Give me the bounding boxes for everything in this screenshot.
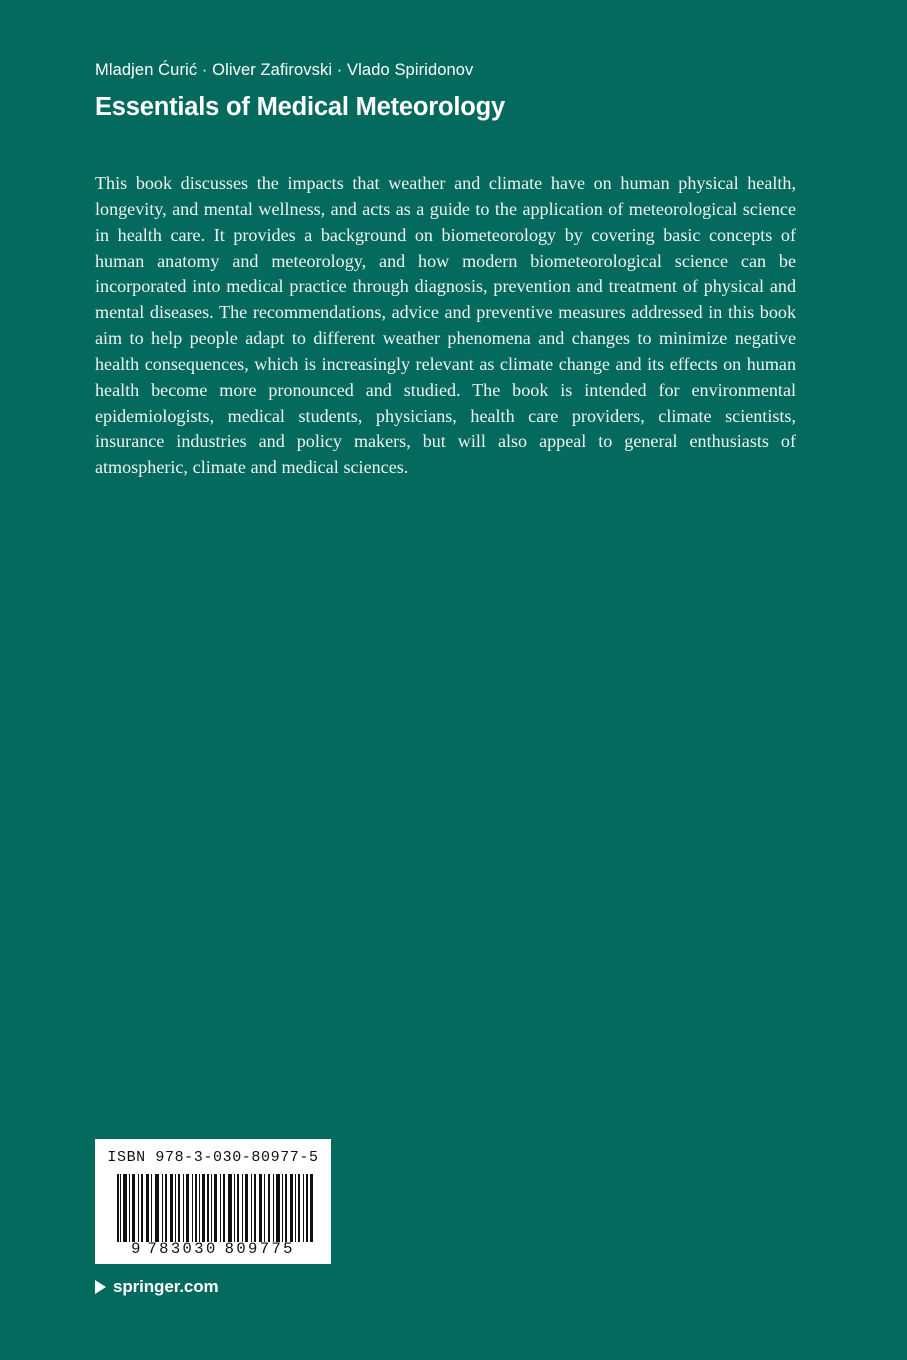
isbn-label: ISBN 978-3-030-80977-5 xyxy=(107,1149,319,1166)
barcode-bars-icon xyxy=(117,1174,313,1242)
play-triangle-icon xyxy=(95,1280,106,1294)
barcode-digit-group-right: 809775 xyxy=(224,1240,295,1258)
publisher-link[interactable] xyxy=(95,1277,219,1297)
cover-header xyxy=(95,60,800,122)
isbn-barcode xyxy=(95,1139,331,1264)
barcode-digit-group-left: 783030 xyxy=(147,1240,218,1258)
barcode-digits xyxy=(95,1240,331,1258)
authors-line: Mladjen Ćurić · Oliver Zafirovski · Vlado Spiridonov xyxy=(95,61,474,79)
book-description: This book discusses the impacts that weather and climate have on human physical health, longevity, and mental wellness, and acts as a guide to the application of meteorological science in health care. It provides a background on biometeorology by covering basic concepts of human anatomy and meteorology, and how modern biometeorological science can be incorporated into medical practice through diagnosis, prevention and treatment of physical and mental diseases. The recommendations, advice and preventive measures addressed in this book aim to help people adapt to different weather phenomena and changes to minimize negative health consequences, which is increasingly relevant as climate change and its effects on human health become more pronounced and studied. The book is intended for environmental epidemiologists, medical students, physicians, health care providers, climate scientists, insurance industries and policy makers, but will also appeal to general enthusiasts of atmospheric, climate and medical sciences. xyxy=(95,173,796,478)
barcode-digit-lead: 9 xyxy=(131,1240,141,1258)
page-title: Essentials of Medical Meteorology xyxy=(95,92,506,121)
publisher-url-label: springer.com xyxy=(113,1277,219,1296)
